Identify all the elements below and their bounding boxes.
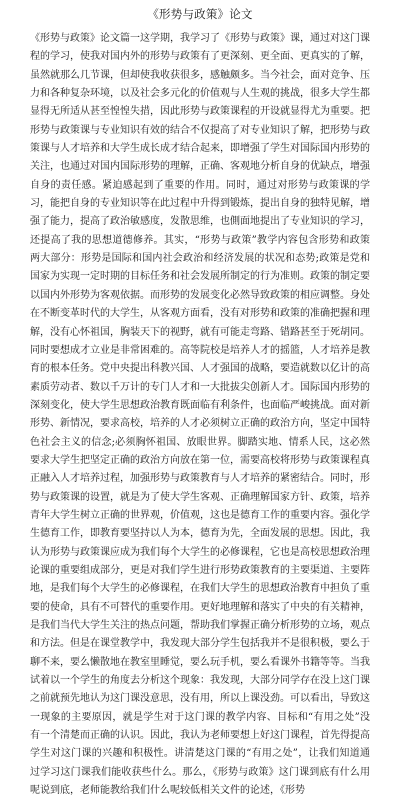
document-body	[30, 30, 370, 797]
document-title: 《形势与政策》论文	[147, 7, 253, 21]
body-paragraph: 《形势与政策》论文篇一这学期，我学习了《形势与政策》课，通过对这门课程的学习，使我对国内外的形势与政策有了更深刻、更全面、更真实的了解，虽然就那么几节课，但却使我收获很多，感触颇多。当今社会，面对竞争、压力和各种复杂环境，以及社会多元化的价值观与人生观的挑战，很多大学生都显得无所适从甚至惶惶失措，因此形势与政策课程的开设就显得尤为重要。把形势与政策课与专业知识有效的结合不仅提高了对专业知识了解，把形势与政策课与人才培养和大学生成长成才结合起来，即增强了学生对国际国内形势的关注，也通过对国内国际形势的理解，正确、客观地分析自身的优缺点，增强自身的责任感。紧迫感起到了重要的作用。同时，通过对形势与政策课的学习，能把自身的专业知识等在此过程中升得到锻炼，提出自身的独特见解，增强了能力，提高了政治敏感度，发散思维，也側面地提出了专业知识的学习，还提高了我的思想道德修养。其实，“形势与政策”教学内容包含形势和政策两大部分：形势是国际和国内社会政治和经济发展的状况和态势;政策是党和国家为实现一定时期的目标任务和社会发展所制定的行为准则。政策的制定要以国内外形势为客观依据。而形势的发展变化必然导致政策的相应调整。身处在不断变革时代的大学生，从客观方面看，没有对形势和政策的准确把握和理解，没有心怀祖国，胸装天下的视野，就有可能走弯路、错路甚至于死胡同。同时要想成才立业是非常困难的。高等院校是培养人才的摇篮，人才培养是教育的根本任务。党中央提出科教兴国、人才强国的战略，要造就数以亿计的高素质劳动者、数以千万计的专门人才和一大批拔尖创新人才。国际国内形势的深刻变化，使大学生思想政治教育既面临有利条件，也面临严峻挑战。面对新形势、新情况，要求高校，培养的人才必须树立正确的政治方向，坚定中国特色社会主义的信念;必须胸怀祖国、放眼世界。脚踏实地、情系人民，这必然要求大学生把坚定正确的政治方向放在第一位，需要高校将形势与政策课程真正融入人才培养过程，加强形势与政策教育与人才培养的紧密结合。同时，形势与政策课的设置，就是为了使大学生客观、正确理解国家方针、政策，培养青年大学生树立正确的世界观，价值观，这也是德育工作的重要内容。强化学生德育工作，即教育要坚持以人为本，德育为先，全面发展的思想。因此，我认为形势与政策课应成为我们每个大学生的必修课程，它也是高校思想政治理论课的重要组成部分，更是对我们学生进行形势政策教育的主要渠道、主要阵地，是我们每个大学生的必修课程，在我们大学生的思想政治教育中担负了重要的使命，具有不可替代的重要作用。更好地理解和落实了中央的有关精神，是我们当代大学生关注的热点问题，帮助我们掌握正确分析形势的立场，观点和方法。但是在课堂教学中，我发现大部分学生包括我并不是很积极，要么于聊不来，要么懒散地在教室里睡觉，要么玩手机，要么看课外书籍等等。当我试着以一个学生的角度去分析这个现象：我发现，大部分同学存在没上这门课之前就预先地认为这门课没意思，没有用，所以上课没劲。可以看出，导致这一现象的主要原因，就是学生对于这门课的教学内容、目标和“有用之处”没有一个清楚而正确的认识。因此，我认为老师要想上好这门课程，首先得提高学生对这门课的兴趣和积极性。讲清楚这门课的“有用之处”，让我们知道通过学习这门课我们能收获些什么。那么，《形势与政策》这门课到底有什么用呢说到底，老师能教给我们什么呢较低相关文件的论述，《形势	[30, 33, 370, 797]
